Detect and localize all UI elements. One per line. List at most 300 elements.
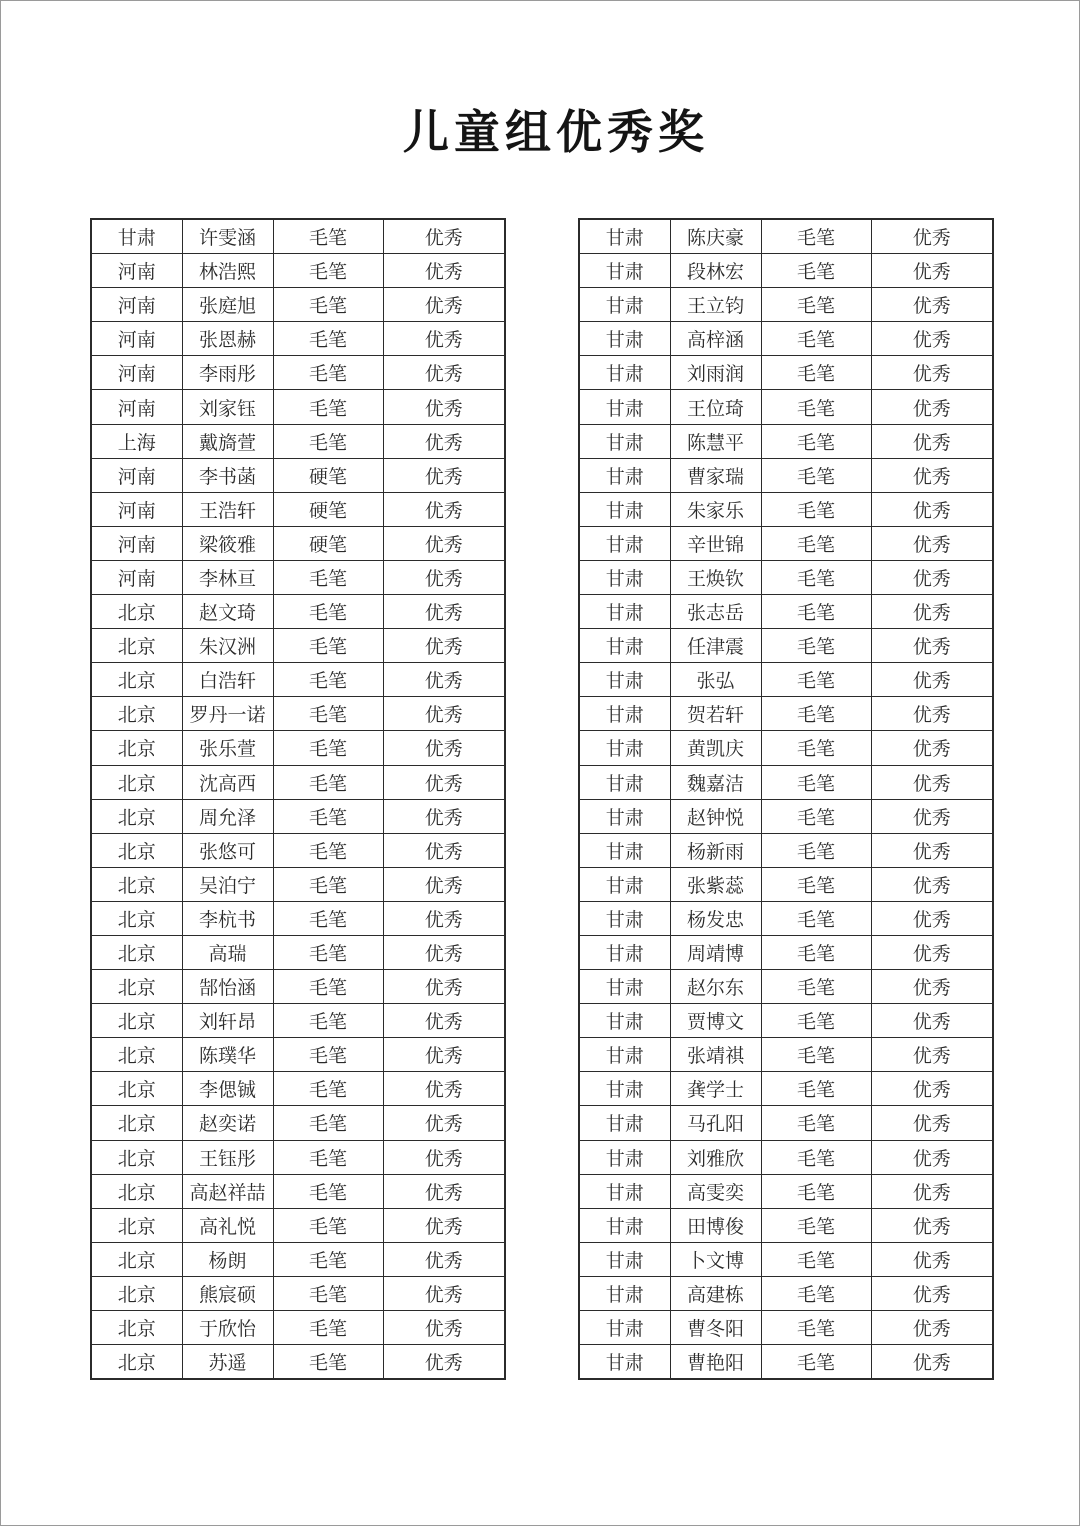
name-cell: 张乐萱 [182, 731, 273, 765]
name-cell: 赵奕诺 [182, 1106, 273, 1140]
region-cell: 北京 [91, 765, 182, 799]
region-cell: 北京 [91, 1004, 182, 1038]
award-cell: 优秀 [871, 1208, 993, 1242]
category-cell: 毛笔 [273, 288, 383, 322]
table-row [91, 254, 505, 288]
region-cell: 甘肃 [579, 935, 670, 969]
table-row [579, 1106, 993, 1140]
category-cell: 毛笔 [761, 1345, 871, 1380]
page-title: 儿童组优秀奖 [403, 105, 709, 159]
category-cell: 毛笔 [761, 1106, 871, 1140]
table-row [91, 356, 505, 390]
name-cell: 李林亘 [182, 560, 273, 594]
name-cell: 黄凯庆 [670, 731, 761, 765]
name-cell: 赵尔东 [670, 970, 761, 1004]
name-cell: 魏嘉洁 [670, 765, 761, 799]
name-cell: 马孔阳 [670, 1106, 761, 1140]
award-cell: 优秀 [871, 1004, 993, 1038]
award-cell: 优秀 [383, 663, 505, 697]
table-row [579, 1208, 993, 1242]
table-row [91, 765, 505, 799]
award-cell: 优秀 [383, 901, 505, 935]
category-cell: 毛笔 [273, 1038, 383, 1072]
category-cell: 毛笔 [273, 390, 383, 424]
name-cell: 刘轩昂 [182, 1004, 273, 1038]
name-cell: 于欣怡 [182, 1311, 273, 1345]
table-row [579, 765, 993, 799]
name-cell: 王立钧 [670, 288, 761, 322]
category-cell: 毛笔 [273, 1072, 383, 1106]
award-cell: 优秀 [871, 1038, 993, 1072]
award-cell: 优秀 [871, 1311, 993, 1345]
table-row [579, 663, 993, 697]
award-cell: 优秀 [383, 1004, 505, 1038]
category-cell: 毛笔 [273, 901, 383, 935]
award-cell: 优秀 [871, 390, 993, 424]
table-row [91, 731, 505, 765]
category-cell: 毛笔 [761, 765, 871, 799]
table-row [579, 867, 993, 901]
region-cell: 北京 [91, 1072, 182, 1106]
category-cell: 毛笔 [761, 731, 871, 765]
region-cell: 北京 [91, 935, 182, 969]
name-cell: 高瑞 [182, 935, 273, 969]
category-cell: 毛笔 [273, 799, 383, 833]
award-cell: 优秀 [383, 560, 505, 594]
category-cell: 毛笔 [761, 390, 871, 424]
region-cell: 甘肃 [579, 731, 670, 765]
table-row [91, 1140, 505, 1174]
table-row [579, 288, 993, 322]
award-cell: 优秀 [871, 697, 993, 731]
region-cell: 北京 [91, 1174, 182, 1208]
category-cell: 毛笔 [761, 833, 871, 867]
table-row [579, 1140, 993, 1174]
region-cell: 北京 [91, 799, 182, 833]
award-cell: 优秀 [871, 492, 993, 526]
region-cell: 甘肃 [579, 833, 670, 867]
category-cell: 毛笔 [273, 424, 383, 458]
region-cell: 甘肃 [579, 526, 670, 560]
category-cell: 毛笔 [761, 799, 871, 833]
table-row [579, 629, 993, 663]
category-cell: 毛笔 [273, 970, 383, 1004]
table-row [91, 1004, 505, 1038]
region-cell: 北京 [91, 731, 182, 765]
category-cell: 毛笔 [761, 254, 871, 288]
table-row [579, 492, 993, 526]
award-cell: 优秀 [383, 424, 505, 458]
name-cell: 高梓涵 [670, 322, 761, 356]
name-cell: 李雨彤 [182, 356, 273, 390]
category-cell: 毛笔 [273, 1311, 383, 1345]
award-cell: 优秀 [383, 1311, 505, 1345]
category-cell: 毛笔 [761, 1311, 871, 1345]
region-cell: 河南 [91, 288, 182, 322]
name-cell: 朱汉洲 [182, 629, 273, 663]
category-cell: 毛笔 [761, 901, 871, 935]
table-row [91, 901, 505, 935]
name-cell: 沈高西 [182, 765, 273, 799]
table-row [579, 219, 993, 254]
award-cell: 优秀 [383, 1038, 505, 1072]
table-row [579, 254, 993, 288]
region-cell: 甘肃 [579, 663, 670, 697]
region-cell: 甘肃 [579, 765, 670, 799]
award-cell: 优秀 [383, 935, 505, 969]
category-cell: 硬笔 [273, 526, 383, 560]
award-cell: 优秀 [383, 1140, 505, 1174]
region-cell: 北京 [91, 1242, 182, 1276]
table-row [91, 833, 505, 867]
award-cell: 优秀 [871, 1242, 993, 1276]
award-cell: 优秀 [871, 424, 993, 458]
award-cell: 优秀 [383, 970, 505, 1004]
region-cell: 甘肃 [579, 970, 670, 1004]
table-row [579, 1345, 993, 1380]
region-cell: 甘肃 [579, 901, 670, 935]
award-cell: 优秀 [383, 799, 505, 833]
name-cell: 李书菡 [182, 458, 273, 492]
award-table-left [90, 218, 506, 1380]
region-cell: 河南 [91, 254, 182, 288]
region-cell: 甘肃 [579, 424, 670, 458]
category-cell: 毛笔 [273, 765, 383, 799]
region-cell: 甘肃 [579, 1072, 670, 1106]
table-row [91, 1276, 505, 1310]
award-cell: 优秀 [871, 970, 993, 1004]
category-cell: 毛笔 [761, 458, 871, 492]
region-cell: 北京 [91, 1311, 182, 1345]
region-cell: 北京 [91, 595, 182, 629]
category-cell: 硬笔 [273, 458, 383, 492]
table-row [91, 1038, 505, 1072]
table-row [579, 1174, 993, 1208]
award-cell: 优秀 [871, 765, 993, 799]
name-cell: 段林宏 [670, 254, 761, 288]
table-row [91, 663, 505, 697]
award-cell: 优秀 [383, 1174, 505, 1208]
region-cell: 河南 [91, 560, 182, 594]
name-cell: 熊宸硕 [182, 1276, 273, 1310]
category-cell: 毛笔 [761, 492, 871, 526]
region-cell: 北京 [91, 970, 182, 1004]
table-row [91, 424, 505, 458]
region-cell: 甘肃 [91, 219, 182, 254]
award-cell: 优秀 [383, 1242, 505, 1276]
name-cell: 赵文琦 [182, 595, 273, 629]
category-cell: 毛笔 [761, 595, 871, 629]
category-cell: 毛笔 [273, 219, 383, 254]
region-cell: 甘肃 [579, 1208, 670, 1242]
region-cell: 甘肃 [579, 458, 670, 492]
name-cell: 刘家钰 [182, 390, 273, 424]
award-cell: 优秀 [383, 219, 505, 254]
award-cell: 优秀 [871, 356, 993, 390]
name-cell: 高建栋 [670, 1276, 761, 1310]
award-cell: 优秀 [871, 322, 993, 356]
name-cell: 陈慧平 [670, 424, 761, 458]
award-cell: 优秀 [871, 458, 993, 492]
region-cell: 甘肃 [579, 1311, 670, 1345]
name-cell: 张志岳 [670, 595, 761, 629]
table-row [91, 595, 505, 629]
table-row [579, 901, 993, 935]
name-cell: 陈璞华 [182, 1038, 273, 1072]
name-cell: 贺若轩 [670, 697, 761, 731]
region-cell: 甘肃 [579, 492, 670, 526]
region-cell: 甘肃 [579, 1038, 670, 1072]
category-cell: 毛笔 [761, 1174, 871, 1208]
award-cell: 优秀 [871, 663, 993, 697]
award-cell: 优秀 [871, 560, 993, 594]
table-row [91, 1242, 505, 1276]
region-cell: 河南 [91, 492, 182, 526]
table-row [91, 697, 505, 731]
award-cell: 优秀 [871, 1345, 993, 1380]
category-cell: 毛笔 [273, 1276, 383, 1310]
region-cell: 北京 [91, 833, 182, 867]
award-cell: 优秀 [871, 833, 993, 867]
name-cell: 罗丹一诺 [182, 697, 273, 731]
region-cell: 甘肃 [579, 1242, 670, 1276]
table-row [579, 970, 993, 1004]
region-cell: 河南 [91, 526, 182, 560]
award-cell: 优秀 [383, 1106, 505, 1140]
table-row [579, 526, 993, 560]
category-cell: 毛笔 [273, 356, 383, 390]
name-cell: 苏遥 [182, 1345, 273, 1380]
region-cell: 甘肃 [579, 356, 670, 390]
name-cell: 许雯涵 [182, 219, 273, 254]
name-cell: 张靖祺 [670, 1038, 761, 1072]
category-cell: 毛笔 [761, 526, 871, 560]
region-cell: 河南 [91, 390, 182, 424]
name-cell: 梁筱雅 [182, 526, 273, 560]
name-cell: 赵钟悦 [670, 799, 761, 833]
category-cell: 毛笔 [761, 1004, 871, 1038]
category-cell: 毛笔 [273, 560, 383, 594]
name-cell: 高雯奕 [670, 1174, 761, 1208]
category-cell: 毛笔 [273, 1345, 383, 1380]
region-cell: 甘肃 [579, 1345, 670, 1380]
category-cell: 毛笔 [273, 254, 383, 288]
category-cell: 毛笔 [273, 935, 383, 969]
table-row [91, 1311, 505, 1345]
name-cell: 张紫蕊 [670, 867, 761, 901]
category-cell: 毛笔 [761, 970, 871, 1004]
name-cell: 李偲铖 [182, 1072, 273, 1106]
category-cell: 毛笔 [761, 935, 871, 969]
table-row [91, 935, 505, 969]
name-cell: 杨发忠 [670, 901, 761, 935]
category-cell: 毛笔 [761, 663, 871, 697]
category-cell: 毛笔 [761, 697, 871, 731]
region-cell: 北京 [91, 1208, 182, 1242]
award-cell: 优秀 [383, 356, 505, 390]
table-row [91, 526, 505, 560]
name-cell: 曹冬阳 [670, 1311, 761, 1345]
table-row [91, 322, 505, 356]
name-cell: 王焕钦 [670, 560, 761, 594]
name-cell: 陈庆豪 [670, 219, 761, 254]
table-row [579, 458, 993, 492]
award-cell: 优秀 [871, 799, 993, 833]
name-cell: 张悠可 [182, 833, 273, 867]
award-cell: 优秀 [871, 254, 993, 288]
table-row [91, 390, 505, 424]
name-cell: 杨朗 [182, 1242, 273, 1276]
name-cell: 吴泊宁 [182, 867, 273, 901]
category-cell: 毛笔 [761, 288, 871, 322]
category-cell: 毛笔 [273, 1242, 383, 1276]
name-cell: 贾博文 [670, 1004, 761, 1038]
category-cell: 毛笔 [761, 1072, 871, 1106]
region-cell: 河南 [91, 322, 182, 356]
table-row [579, 595, 993, 629]
category-cell: 毛笔 [273, 663, 383, 697]
award-cell: 优秀 [871, 288, 993, 322]
category-cell: 毛笔 [273, 731, 383, 765]
table-row [579, 935, 993, 969]
name-cell: 郜怡涵 [182, 970, 273, 1004]
table-row [91, 492, 505, 526]
table-row [579, 560, 993, 594]
table-row [91, 560, 505, 594]
category-cell: 毛笔 [761, 560, 871, 594]
category-cell: 毛笔 [761, 1276, 871, 1310]
award-cell: 优秀 [383, 629, 505, 663]
name-cell: 林浩熙 [182, 254, 273, 288]
award-cell: 优秀 [383, 697, 505, 731]
region-cell: 甘肃 [579, 390, 670, 424]
category-cell: 毛笔 [761, 1208, 871, 1242]
table-row [91, 970, 505, 1004]
table-row [91, 458, 505, 492]
award-cell: 优秀 [383, 731, 505, 765]
region-cell: 甘肃 [579, 629, 670, 663]
region-cell: 北京 [91, 629, 182, 663]
region-cell: 甘肃 [579, 595, 670, 629]
category-cell: 毛笔 [273, 1140, 383, 1174]
region-cell: 甘肃 [579, 1004, 670, 1038]
name-cell: 辛世锦 [670, 526, 761, 560]
table-row [91, 629, 505, 663]
category-cell: 毛笔 [273, 629, 383, 663]
table-row [579, 356, 993, 390]
name-cell: 龚学士 [670, 1072, 761, 1106]
region-cell: 甘肃 [579, 799, 670, 833]
name-cell: 杨新雨 [670, 833, 761, 867]
name-cell: 高赵祥喆 [182, 1174, 273, 1208]
award-cell: 优秀 [383, 1276, 505, 1310]
region-cell: 甘肃 [579, 219, 670, 254]
table-row [91, 1174, 505, 1208]
table-row [579, 1004, 993, 1038]
award-cell: 优秀 [383, 492, 505, 526]
region-cell: 甘肃 [579, 1276, 670, 1310]
category-cell: 毛笔 [273, 1106, 383, 1140]
award-table-right-body [579, 219, 993, 1379]
name-cell: 张恩赫 [182, 322, 273, 356]
category-cell: 毛笔 [761, 219, 871, 254]
name-cell: 刘雅欣 [670, 1140, 761, 1174]
region-cell: 甘肃 [579, 560, 670, 594]
region-cell: 北京 [91, 697, 182, 731]
name-cell: 田博俊 [670, 1208, 761, 1242]
name-cell: 任津震 [670, 629, 761, 663]
region-cell: 北京 [91, 1038, 182, 1072]
name-cell: 戴旖萱 [182, 424, 273, 458]
award-cell: 优秀 [383, 322, 505, 356]
region-cell: 河南 [91, 356, 182, 390]
award-table-left-body [91, 219, 505, 1379]
table-row [579, 424, 993, 458]
award-cell: 优秀 [871, 1106, 993, 1140]
category-cell: 毛笔 [761, 1140, 871, 1174]
category-cell: 毛笔 [761, 1038, 871, 1072]
table-row [579, 1276, 993, 1310]
category-cell: 毛笔 [273, 1208, 383, 1242]
award-cell: 优秀 [383, 595, 505, 629]
award-cell: 优秀 [383, 1208, 505, 1242]
name-cell: 高礼悦 [182, 1208, 273, 1242]
category-cell: 毛笔 [761, 424, 871, 458]
region-cell: 北京 [91, 901, 182, 935]
award-cell: 优秀 [383, 254, 505, 288]
category-cell: 毛笔 [273, 595, 383, 629]
table-row [579, 799, 993, 833]
category-cell: 毛笔 [761, 322, 871, 356]
region-cell: 甘肃 [579, 1140, 670, 1174]
category-cell: 毛笔 [761, 867, 871, 901]
region-cell: 甘肃 [579, 1106, 670, 1140]
table-row [579, 697, 993, 731]
name-cell: 王钰彤 [182, 1140, 273, 1174]
table-row [91, 1208, 505, 1242]
region-cell: 北京 [91, 663, 182, 697]
category-cell: 毛笔 [273, 1004, 383, 1038]
region-cell: 甘肃 [579, 254, 670, 288]
region-cell: 甘肃 [579, 1174, 670, 1208]
category-cell: 毛笔 [761, 629, 871, 663]
award-cell: 优秀 [383, 1072, 505, 1106]
category-cell: 毛笔 [273, 833, 383, 867]
category-cell: 毛笔 [273, 867, 383, 901]
award-cell: 优秀 [871, 731, 993, 765]
region-cell: 甘肃 [579, 288, 670, 322]
award-cell: 优秀 [383, 390, 505, 424]
region-cell: 北京 [91, 1276, 182, 1310]
award-cell: 优秀 [871, 1140, 993, 1174]
category-cell: 毛笔 [273, 322, 383, 356]
name-cell: 曹家瑞 [670, 458, 761, 492]
award-cell: 优秀 [383, 765, 505, 799]
award-cell: 优秀 [871, 1072, 993, 1106]
category-cell: 毛笔 [273, 1174, 383, 1208]
award-cell: 优秀 [871, 629, 993, 663]
award-cell: 优秀 [383, 833, 505, 867]
table-row [91, 1072, 505, 1106]
name-cell: 王位琦 [670, 390, 761, 424]
award-cell: 优秀 [871, 935, 993, 969]
region-cell: 北京 [91, 1345, 182, 1380]
award-cell: 优秀 [871, 219, 993, 254]
table-row [579, 390, 993, 424]
table-row [579, 1072, 993, 1106]
name-cell: 朱家乐 [670, 492, 761, 526]
table-row [91, 288, 505, 322]
